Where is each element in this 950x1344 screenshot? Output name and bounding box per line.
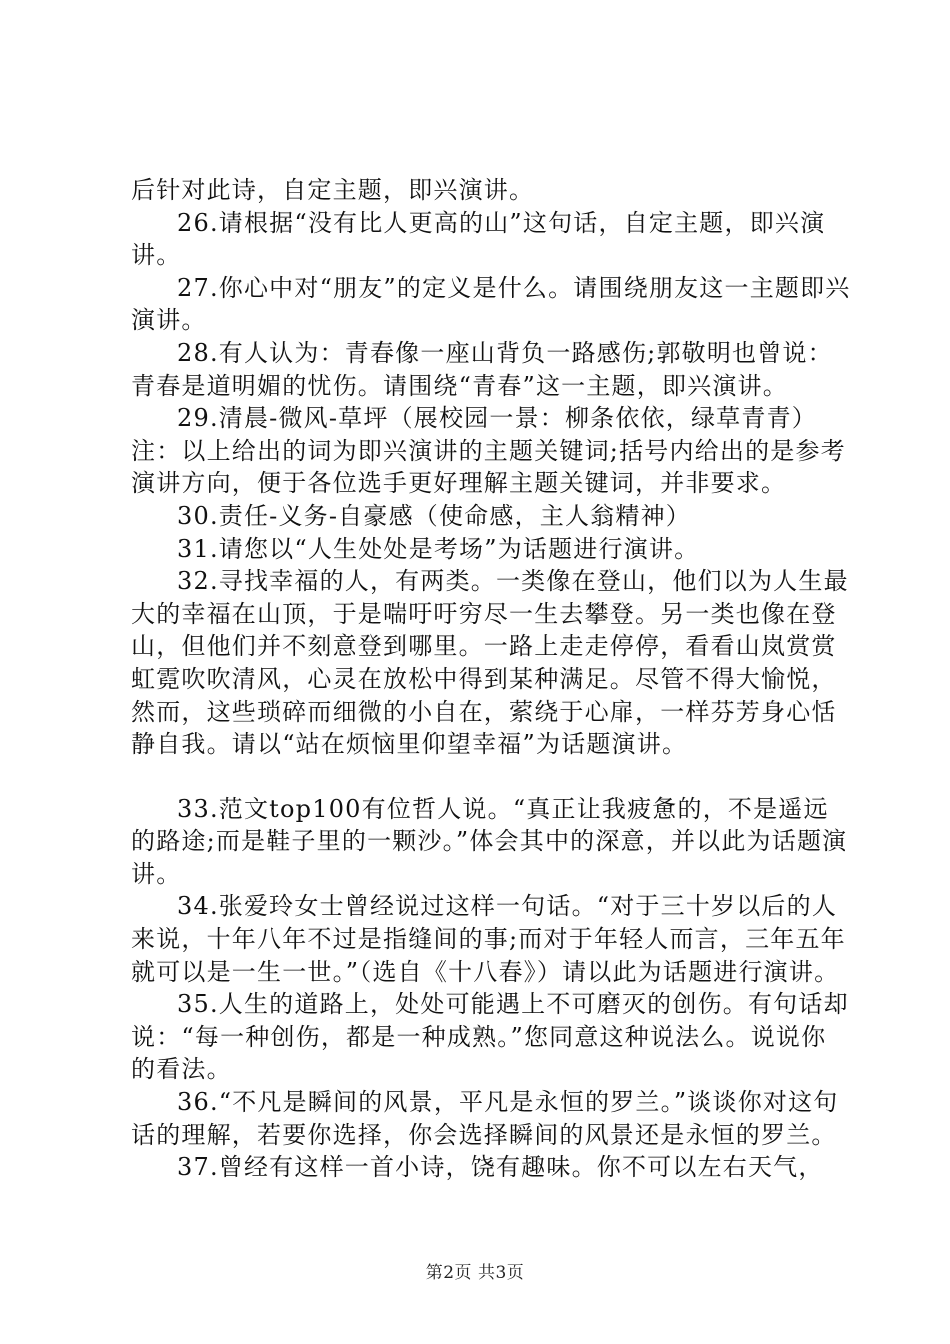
- paragraph-item-27: 27.你心中对“朋友”的定义是什么。请围绕朋友这一主题即兴演讲。: [131, 273, 851, 335]
- paragraph-item-26: 26.请根据“没有比人更高的山”这句话，自定主题，即兴演讲。: [131, 208, 826, 270]
- paragraph-continuation: 后针对此诗，自定主题，即兴演讲。: [131, 176, 535, 204]
- page-number-footer: 第2页 共3页: [425, 1263, 525, 1283]
- paragraph-item-32: 32.寻找幸福的人，有两类。一类像在登山，他们以为人生最大的幸福在山顶，于是喘吁吁穷尽一生去攀登。另一类也像在登山，但他们并不刻意登到哪里。一路上走走停停，看看山岚赏赏虹霓吹吹清风，心灵在放松中得到某种满足。尽管不得大愉悦，然而，这些琐碎而细微的小自在，萦绕于心扉，一样芬芳身心恬静自我。请以“站在烦恼里仰望幸福”为话题演讲。: [131, 567, 849, 759]
- paragraph-item-35: 35.人生的道路上，处处可能遇上不可磨灭的创伤。有句话却说：“每一种创伤，都是一种成熟。”您同意这种说法么。说说你的看法。: [131, 990, 849, 1084]
- paragraph-item-34: 34.张爱玲女士曾经说过这样一句话。“对于三十岁以后的人来说，十年八年不过是指缝间的事;而对于年轻人而言，三年五年就可以是一生一世。”（选自《十八春》）请以此为话题进行演讲。: [131, 892, 846, 986]
- paragraph-item-33: 33.范文top100有位哲人说。“真正让我疲惫的，不是遥远的路途;而是鞋子里的一颗沙。”体会其中的深意，并以此为话题演讲。: [131, 794, 848, 888]
- paragraph-item-31: 31.请您以“人生处处是考场”为话题进行演讲。: [177, 534, 700, 563]
- document-body: [131, 174, 851, 1184]
- paragraph-item-28: 28.有人认为：青春像一座山背负一路感伤;郭敬明也曾说：青春是道明媚的忧伤。请围绕“青春”这一主题，即兴演讲。: [131, 338, 833, 400]
- paragraph-item-36: 36.“不凡是瞬间的风景，平凡是永恒的罗兰。”谈谈你对这句话的理解，若要你选择，你会选择瞬间的风景还是永恒的罗兰。: [131, 1088, 839, 1149]
- paragraph-item-29: 29.清晨-微风-草坪（展校园一景：柳条依依，绿草青青）注：以上给出的词为即兴演讲的主题关键词;括号内给出的是参考演讲方向，便于各位选手更好理解主题关键词，并非要求。: [131, 404, 846, 498]
- paragraph-item-30: 30.责任-义务-自豪感（使命感，主人翁精神）: [177, 501, 691, 530]
- paragraph-item-37: 37.曾经有这样一首小诗，饶有趣味。你不可以左右天气，: [177, 1153, 824, 1182]
